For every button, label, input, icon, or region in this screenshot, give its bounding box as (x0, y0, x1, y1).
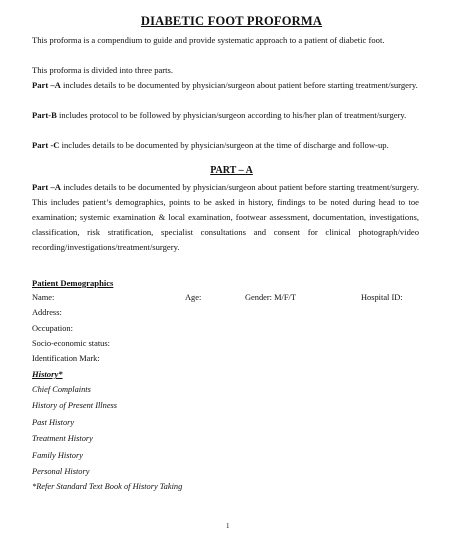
history-footnote: *Refer Standard Text Book of History Taking (32, 482, 183, 491)
part-a-label: Part –A (32, 182, 61, 192)
history-item: Family History (32, 451, 83, 460)
intro-part-c (32, 138, 419, 153)
history-item: Past History (32, 418, 75, 427)
history-item: Treatment History (32, 434, 93, 443)
occupation-field-label: Occupation: (32, 324, 73, 333)
intro-part-a (32, 78, 419, 93)
demographics-heading: Patient Demographics (32, 278, 114, 288)
hospital-id-field-label: Hospital ID: (361, 293, 403, 302)
intro-part-b-label: Part-B (32, 110, 57, 120)
intro-part-c-text: includes details to be documented by physician/surgeon at the time of discharge and follow-up. (59, 140, 389, 150)
intro-paragraph-1: This proforma is a compendium to guide and provide systematic approach to a patient of diabetic foot. (32, 35, 385, 45)
name-field-label: Name: (32, 293, 55, 302)
history-item: Personal History (32, 467, 90, 476)
address-field-label: Address: (32, 308, 62, 317)
history-item: History of Present Illness (32, 401, 118, 410)
intro-part-c-label: Part -C (32, 140, 60, 150)
intro-part-a-label: Part –A (32, 80, 61, 90)
intro-paragraph-2: This proforma is divided into three parts. (32, 65, 174, 75)
history-item: Chief Complaints (32, 385, 91, 394)
intro-part-b (32, 108, 419, 123)
intro-part-b-text: includes protocol to be followed by physician/surgeon according to his/her plan of treatment/surgery. (56, 110, 407, 120)
history-heading: History* (32, 369, 63, 379)
part-a-heading: PART – A (210, 165, 253, 176)
part-a-description (32, 180, 419, 255)
identification-mark-field-label: Identification Mark: (32, 354, 100, 363)
intro-part-a-text: includes details to be documented by physician/surgeon about patient before starting treatment/surgery. (60, 80, 418, 90)
socio-economic-field-label: Socio-economic status: (32, 339, 110, 348)
age-field-label: Age: (185, 293, 202, 302)
document-title: DIABETIC FOOT PROFORMA (140, 14, 323, 28)
part-a-text: includes details to be documented by physician/surgeon about patient before starting treatment/surgery. This includes patient’s demographics, points to be asked in history, findings to be noted during head to toe examination; systemic examination & local examination, footwear assessment, documentation, investigations, classification, risk stratification, specialist consultations and consent for clinical photograph/video recording/investigations/treatment/surgery. (32, 182, 420, 252)
page-number: 1 (226, 522, 230, 530)
gender-field-label: Gender: M/F/T (245, 293, 296, 302)
